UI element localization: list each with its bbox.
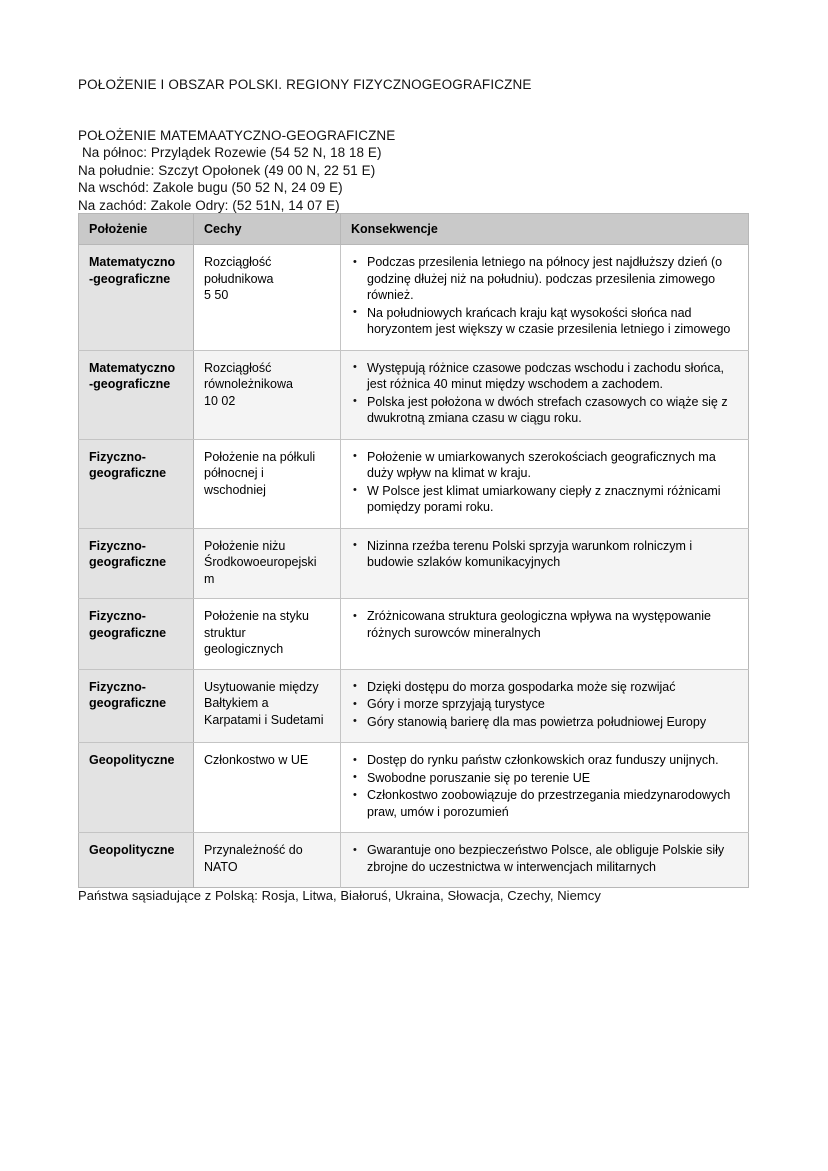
cell-consequences (341, 528, 749, 599)
cell-position (79, 599, 194, 670)
position-line: geograficzne (89, 555, 167, 569)
feature-line: NATO (204, 859, 238, 874)
cell-feature (194, 833, 341, 888)
consequence-list (351, 538, 739, 571)
cell-consequences (341, 439, 749, 528)
consequence-item: • Dzięki dostępu do morza gospodarka może się rozwijać (351, 679, 739, 696)
feature-line: Karpatami i Sudetami (204, 712, 324, 727)
position-line: Fizyczno- (89, 538, 146, 553)
coordinate-north: Na północ: Przylądek Rozewie (54 52 N, 18 18 E) (82, 145, 382, 160)
consequence-list (351, 752, 739, 820)
feature-line: Rozciągłość (204, 255, 272, 269)
cell-position (79, 245, 194, 351)
page-title: POŁOŻENIE I OBSZAR POLSKI. REGIONY FIZYCZNOGEOGRAFICZNE (78, 77, 532, 92)
cell-position (79, 350, 194, 439)
position-line: Geopolityczne (89, 753, 175, 767)
table-row (79, 245, 749, 351)
table-header (79, 214, 749, 245)
table-row (79, 439, 749, 528)
cell-consequences (341, 743, 749, 833)
consequence-item: • Swobodne poruszanie się po terenie UE (351, 770, 739, 787)
consequence-item: • Podczas przesilenia letniego na północy jest najdłuższy dzień (o godzinę dłużej niż na południu). podczas przesilenia zimowego również. (351, 254, 739, 304)
feature-line: południkowa (204, 271, 274, 286)
cell-feature (194, 350, 341, 439)
coordinate-east: Na wschód: Zakole bugu (50 52 N, 24 09 E) (78, 180, 343, 195)
table-header-row (79, 214, 749, 245)
cell-feature (194, 528, 341, 599)
position-line: Fizyczno- (89, 449, 146, 464)
consequence-item: • Nizinna rzeźba terenu Polski sprzyja warunkom rolniczym i budowie szlaków komunikacyjnych (351, 538, 739, 571)
table-row (79, 833, 749, 888)
intro-section (78, 127, 738, 214)
position-line: Fizyczno- (89, 679, 146, 694)
consequence-item: • Dostęp do rynku państw członkowskich oraz funduszy unijnych. (351, 752, 739, 769)
column-header-konsekwencje: Konsekwencje (341, 214, 749, 245)
consequence-item: • Góry stanowią barierę dla mas powietrza południowej Europy (351, 714, 739, 731)
coordinate-south: Na południe: Szczyt Opołonek (49 00 N, 22 51 E) (78, 162, 376, 178)
table-row (79, 743, 749, 833)
coordinate-west: Na zachód: Zakole Odry: (52 51N, 14 07 E) (78, 197, 340, 213)
cell-feature (194, 439, 341, 528)
feature-line: Usytuowanie między (204, 679, 319, 694)
consequence-item: • Występują różnice czasowe podczas wschodu i zachodu słońca, jest różnica 40 minut między wschodem a zachodem. (351, 360, 739, 393)
consequence-list (351, 449, 739, 516)
feature-line: Rozciągłość (204, 360, 272, 375)
consequence-item: • Członkostwo zoobowiązuje do przestrzegania miedzynarodowych praw, umów i porozumień (351, 787, 739, 820)
table-row (79, 350, 749, 439)
cell-consequences (341, 350, 749, 439)
consequence-item: • Położenie w umiarkowanych szerokościach geograficznych ma duży wpływ na klimat w kraju. (351, 449, 739, 482)
feature-line: Położenie na styku (204, 609, 309, 623)
position-line: Geopolityczne (89, 843, 175, 857)
feature-line: m (204, 571, 215, 586)
consequence-list (351, 679, 739, 731)
section-heading: POŁOŻENIE MATEMAATYCZNO-GEOGRAFICZNE (78, 128, 396, 143)
cell-consequences (341, 669, 749, 743)
consequence-list (351, 608, 739, 641)
feature-line: Środkowoeuropejski (204, 555, 317, 569)
cell-consequences (341, 599, 749, 670)
cell-feature (194, 743, 341, 833)
table-body (79, 245, 749, 888)
consequence-item: • Góry i morze sprzyjają turystyce (351, 696, 739, 713)
position-table-wrapper (78, 213, 748, 888)
position-line: geograficzne (89, 696, 167, 710)
position-line: Matematyczno (89, 255, 176, 269)
feature-line: Położenie na półkuli (204, 449, 316, 464)
cell-position (79, 743, 194, 833)
feature-line: Przynależność do (204, 843, 303, 857)
consequence-item: • Zróżnicowana struktura geologiczna wpływa na występowanie różnych surowców mineralnych (351, 608, 739, 641)
consequence-item: • W Polsce jest klimat umiarkowany ciepły z znacznymi różnicami pomiędzy porami roku. (351, 483, 739, 516)
cell-feature (194, 245, 341, 351)
feature-line: północnej i (204, 466, 264, 480)
consequence-item: • Na południowych krańcach kraju kąt wysokości słońca nad horyzontem jest większy w czasie przesilenia letniego i zimowego (351, 305, 739, 338)
feature-line: 10 02 (204, 393, 236, 408)
cell-consequences (341, 245, 749, 351)
position-line: Matematyczno (89, 360, 176, 375)
feature-line: geologicznych (204, 642, 284, 656)
footnote-neighbouring-countries: Państwa sąsiadujące z Polską: Rosja, Litwa, Białoruś, Ukraina, Słowacja, Czechy, Niemcy (78, 888, 601, 903)
consequence-list (351, 842, 739, 875)
feature-line: Położenie niżu (204, 538, 286, 553)
cell-position (79, 528, 194, 599)
position-table (78, 213, 749, 888)
position-line: geograficzne (89, 466, 167, 480)
cell-feature (194, 669, 341, 743)
consequence-item: • Gwarantuje ono bezpieczeństwo Polsce, ale obliguje Polskie siły zbrojne do uczestnictwa w interwencjach militarnych (351, 842, 739, 875)
position-line: geograficzne (89, 625, 167, 640)
cell-position (79, 833, 194, 888)
column-header-polozenie: Położenie (79, 214, 194, 245)
feature-line: równoleżnikowa (204, 377, 293, 391)
cell-position (79, 439, 194, 528)
table-row (79, 599, 749, 670)
consequence-item: • Polska jest położona w dwóch strefach czasowych co wiąże się z dwukrotną zmiana czasu w ciągu roku. (351, 394, 739, 427)
consequence-list (351, 360, 739, 427)
feature-line: struktur (204, 625, 246, 640)
position-line: -geograficzne (89, 271, 171, 286)
feature-line: 5 50 (204, 288, 229, 302)
cell-consequences (341, 833, 749, 888)
table-row (79, 669, 749, 743)
cell-position (79, 669, 194, 743)
column-header-cechy: Cechy (194, 214, 341, 245)
feature-line: wschodniej (204, 482, 266, 497)
position-line: -geograficzne (89, 377, 171, 391)
consequence-list (351, 254, 739, 338)
feature-line: Członkostwo w UE (204, 753, 309, 767)
feature-line: Bałtykiem a (204, 696, 269, 710)
table-row (79, 528, 749, 599)
cell-feature (194, 599, 341, 670)
position-line: Fizyczno- (89, 609, 146, 623)
